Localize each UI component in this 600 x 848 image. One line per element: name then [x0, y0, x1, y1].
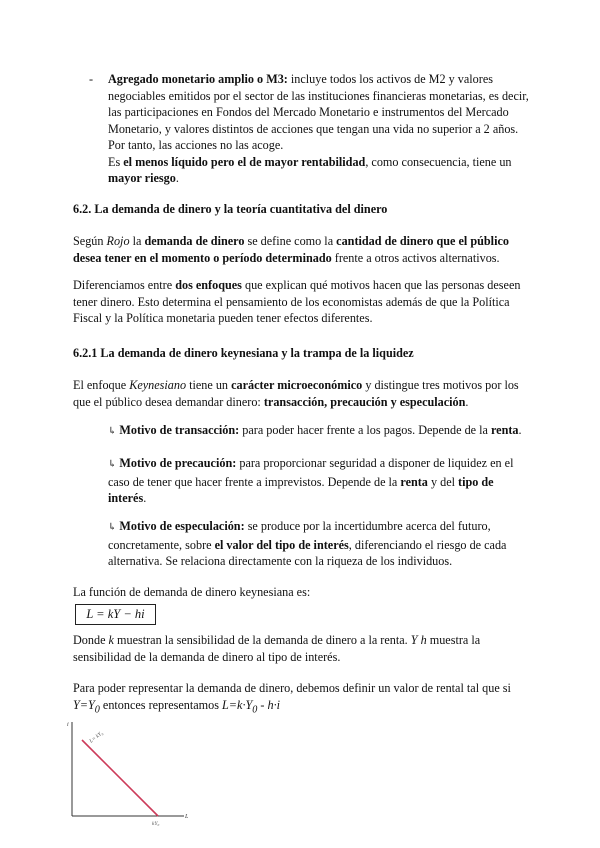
section-6-2-paragraph-2: Diferenciamos entre dos enfoques que explican qué motivos hacen que las personas deseen tener dinero. Esto determina el pensamiento de los economistas además de que la Política Fiscal y la Política monetaria pueden tener efectos diferentes. — [73, 278, 521, 325]
motive-speculation: ↳ Motivo de especulación: se produce por la incertidumbre acerca del futuro, concretamente, sobre el valor del tipo de interés, diferenciando el riesgo de cada alternativa. Se relaciona directamente con la riqueza de los individuos. — [108, 519, 507, 568]
list-dash: - — [89, 72, 94, 86]
m3-liquidity-bold: el menos líquido pero el de mayor rentabilidad — [123, 154, 366, 169]
author-rojo: Rojo — [106, 234, 130, 248]
x-axis-label: L — [185, 814, 189, 820]
section-6-2-heading: 6.2. La demanda de dinero y la teoría cuantitativa del dinero — [73, 202, 388, 216]
m3-paragraph: Agregado monetario amplio o M3: incluye todos los activos de M2 y valores negociables emitidos por el sector de las instituciones financieras monetarias, es decir, las participaciones en Fondos del Mercado Monetario e instrumentos del Mercado Monetario, y valores distintos de acciones que tengan una vida no superior a 2 años. Por tanto, las acciones no las acoge. Es el menos líquido pero el de mayor rentabilidad, como consecuencia, tiene un mayor riesgo. — [108, 72, 529, 185]
arrow-icon: ↳ — [108, 522, 117, 533]
function-intro: La función de demanda de dinero keynesiana es: — [73, 585, 311, 599]
section-6-2-paragraph-1: Según Rojo la demanda de dinero se define como la cantidad de dinero que el público desea tener en el momento o período determinado frente a otros activos alternativos. — [73, 234, 509, 265]
demand-line-label: L= kY₀ — [88, 730, 105, 745]
m3-line-2: negociables emitidos por el sector de las instituciones financieras monetarias, es decir, — [108, 88, 529, 103]
y-axis-label: i — [67, 722, 69, 728]
m3-line-4: Monetario, y valores distintos de acciones que tengan una vida no superior a 2 años. — [108, 121, 519, 136]
x-intercept-label: kY₀ — [152, 821, 160, 827]
representation-paragraph: Para poder representar la demanda de dinero, debemos definir un valor de rental tal que si $Y=Y_0$ entonces representamos $L=k\cdot Y_0 - h\cdot i$ — [73, 681, 511, 715]
donde-paragraph: Donde k muestran la sensibilidad de la demanda de dinero a la renta. Y h muestra la sensibilidad de la demanda de dinero al tipo de interés. — [73, 633, 481, 664]
section-6-2-1-heading: 6.2.1 La demanda de dinero keynesiana y la trampa de la liquidez — [73, 346, 414, 360]
money-demand-graph — [64, 718, 194, 828]
motive-transaction: ↳ Motivo de transacción: para poder hacer frente a los pagos. Depende de la renta. — [108, 423, 522, 437]
m3-title: Agregado monetario amplio o M3: — [108, 72, 288, 86]
m3-line-1: incluye todos los activos de M2 y valores — [290, 72, 493, 86]
motive-precaution: ↳ Motivo de precaución: para proporcionar seguridad a disponer de liquidez en el caso de tener que hacer frente a imprevistos. Depende de la renta y del tipo de interés. — [108, 456, 514, 505]
m3-line-3: las participaciones en Fondos del Mercado Monetario e instrumentos del Mercado — [108, 105, 509, 119]
formula-box: L = kY − hi — [75, 604, 156, 625]
keynes-intro-paragraph: El enfoque Keynesiano tiene un carácter microeconómico y distingue tres motivos por los que el público desea demandar dinero: transacción, precaución y especulación. — [73, 378, 519, 409]
arrow-icon: ↳ — [108, 426, 117, 437]
demand-line — [82, 740, 158, 816]
m3-line-5: Por tanto, las acciones no las acoge. — [108, 138, 284, 152]
arrow-icon: ↳ — [108, 459, 117, 470]
m3-risk-bold: mayor riesgo — [108, 171, 176, 185]
